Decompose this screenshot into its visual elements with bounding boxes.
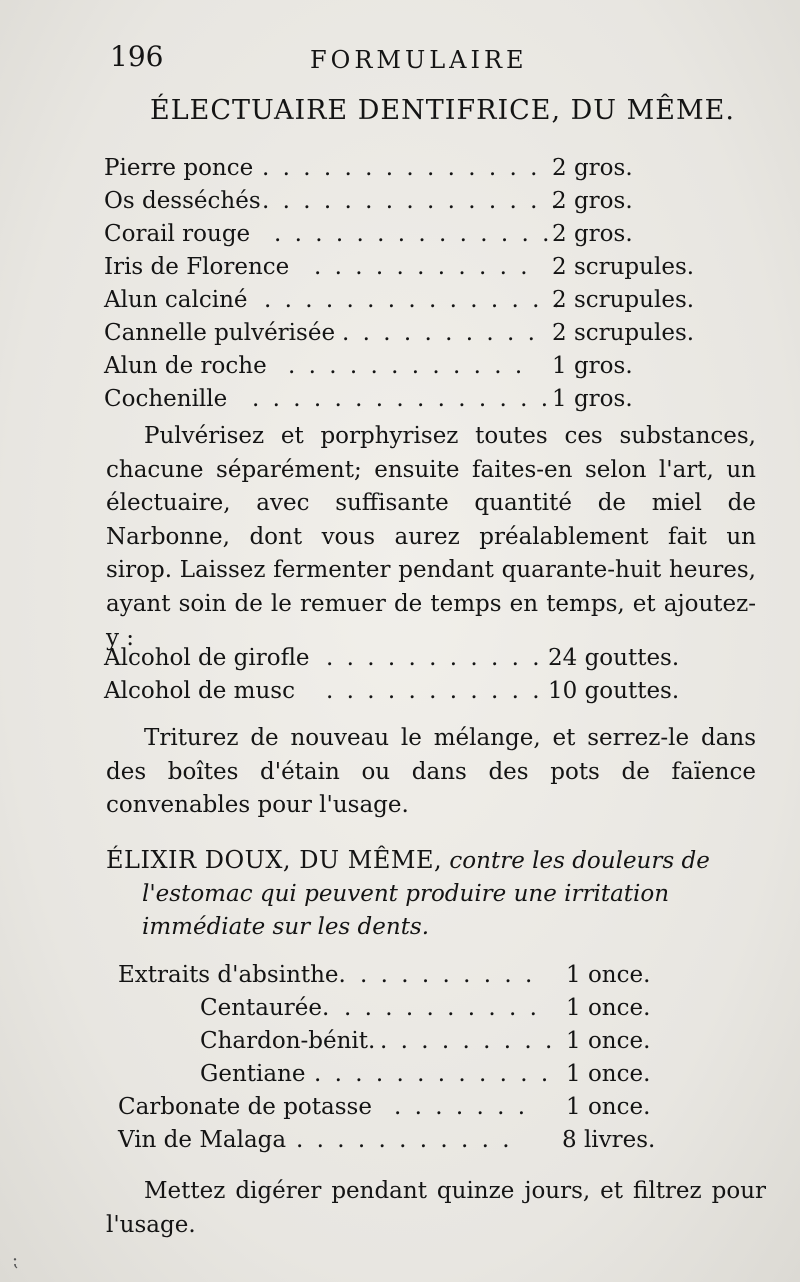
ingredient-name: Alcohol de musc: [104, 678, 295, 704]
section-subtitle-a: contre les douleurs de: [449, 848, 710, 874]
filtering-instructions: Mettez digérer pendant quinze jours, et filtrez pour l'usage.: [106, 1178, 766, 1238]
page-header: [110, 40, 750, 84]
ingredient-quantity: 2 gros.: [552, 155, 633, 181]
storage-instructions: Triturez de nouveau le mélange, et serrez-le dans des boîtes d'étain ou dans des pots de faïence convenables pour l'usage.: [106, 725, 756, 819]
leader-dots: . . . . . . . . . . .: [314, 254, 531, 280]
section-subtitle-b: l'estomac qui peuvent produire une irritation immédiate sur les dents.: [142, 881, 670, 940]
ingredient-name: Chardon-bénit.: [200, 1028, 376, 1054]
leader-dots: . . . . . . . . . . . . . .: [262, 155, 541, 181]
ingredient-quantity: 8 livres.: [562, 1127, 656, 1153]
ingredient-name: Iris de Florence: [104, 254, 290, 280]
ingredient-name: Centaurée.: [200, 995, 330, 1021]
leader-dots: . . . . . . .: [394, 1094, 529, 1120]
ingredient-name: Carbonate de potasse: [118, 1094, 372, 1120]
ingredient-quantity: 2 gros.: [552, 188, 633, 214]
leader-dots: . . . . . . . . .: [360, 962, 536, 988]
ingredient-quantity: 1 gros.: [552, 386, 633, 412]
running-title: FORMULAIRE: [310, 46, 528, 74]
leader-dots: . . . . . . . . . .: [342, 320, 538, 346]
ingredient-quantity: 1 once.: [566, 995, 651, 1021]
ingredient-name: Alcohol de girofle: [104, 645, 310, 671]
ingredient-quantity: 2 scrupules.: [552, 287, 695, 313]
leader-dots: . . . . . . . . . . .: [326, 678, 543, 704]
ingredient-quantity: 24 gouttes.: [548, 645, 680, 671]
leader-dots: . . . . . . . . . . .: [326, 645, 543, 671]
leader-dots: . . . . . . . . . . . .: [314, 1061, 552, 1087]
ingredient-name: Pierre ponce: [104, 155, 254, 181]
ingredient-quantity: 1 once.: [566, 1061, 651, 1087]
leader-dots: . . . . . . . . . . . . . . .: [252, 386, 552, 412]
leader-dots: . . . . . . . . . . . .: [288, 353, 526, 379]
leader-dots: . . . . . . . . . . . . . . .: [262, 188, 562, 214]
leader-dots: . . . . . . . . . . . . . .: [274, 221, 553, 247]
ingredient-name: Gentiane: [200, 1061, 306, 1087]
ingredient-quantity: 1 once.: [566, 1028, 651, 1054]
ingredient-quantity: 2 gros.: [552, 221, 633, 247]
ingredient-name: Cannelle pulvérisée: [104, 320, 336, 346]
ingredient-name: Os desséchés: [104, 188, 261, 214]
leader-dots: . . . . . . . . .: [380, 1028, 556, 1054]
leader-dots: . . . . . . . . . .: [344, 995, 540, 1021]
ingredient-name: Alun calciné: [104, 287, 248, 313]
ingredient-quantity: 2 scrupules.: [552, 254, 695, 280]
leader-dots: . . . . . . . . . . .: [296, 1127, 513, 1153]
ingredient-name: Extraits d'absinthe.: [118, 962, 346, 988]
ingredient-quantity: 1 once.: [566, 962, 651, 988]
ingredient-quantity: 10 gouttes.: [548, 678, 680, 704]
ingredient-name: Alun de roche: [104, 353, 267, 379]
section-title-elixir-main: ÉLIXIR DOUX, DU MÊME,: [106, 846, 443, 874]
section-title-electuaire: ÉLECTUAIRE DENTIFRICE, DU MÊME.: [150, 95, 735, 126]
page-speck: ⁏: [12, 1250, 19, 1271]
ingredient-name: Vin de Malaga: [118, 1127, 287, 1153]
ingredient-name: Cochenille: [104, 386, 228, 412]
preparation-instructions: Pulvérisez et porphyrisez toutes ces substances, chacune séparément; ensuite faites-en selon l'art, un électuaire, avec suffisante quantité de miel de Narbonne, dont vous aurez préalablement fait un sirop. Laissez fermenter pendant quarante-huit heures, ayant soin de le remuer de temps en temps, et ajoutez-y :: [106, 423, 756, 651]
ingredient-quantity: 2 scrupules.: [552, 320, 695, 346]
ingredient-quantity: 1 once.: [566, 1094, 651, 1120]
ingredient-name: Corail rouge: [104, 221, 251, 247]
ingredient-quantity: 1 gros.: [552, 353, 633, 379]
leader-dots: . . . . . . . . . . . . . . .: [264, 287, 564, 313]
section-title-elixir: [106, 844, 756, 944]
page-number: 196: [110, 40, 164, 73]
